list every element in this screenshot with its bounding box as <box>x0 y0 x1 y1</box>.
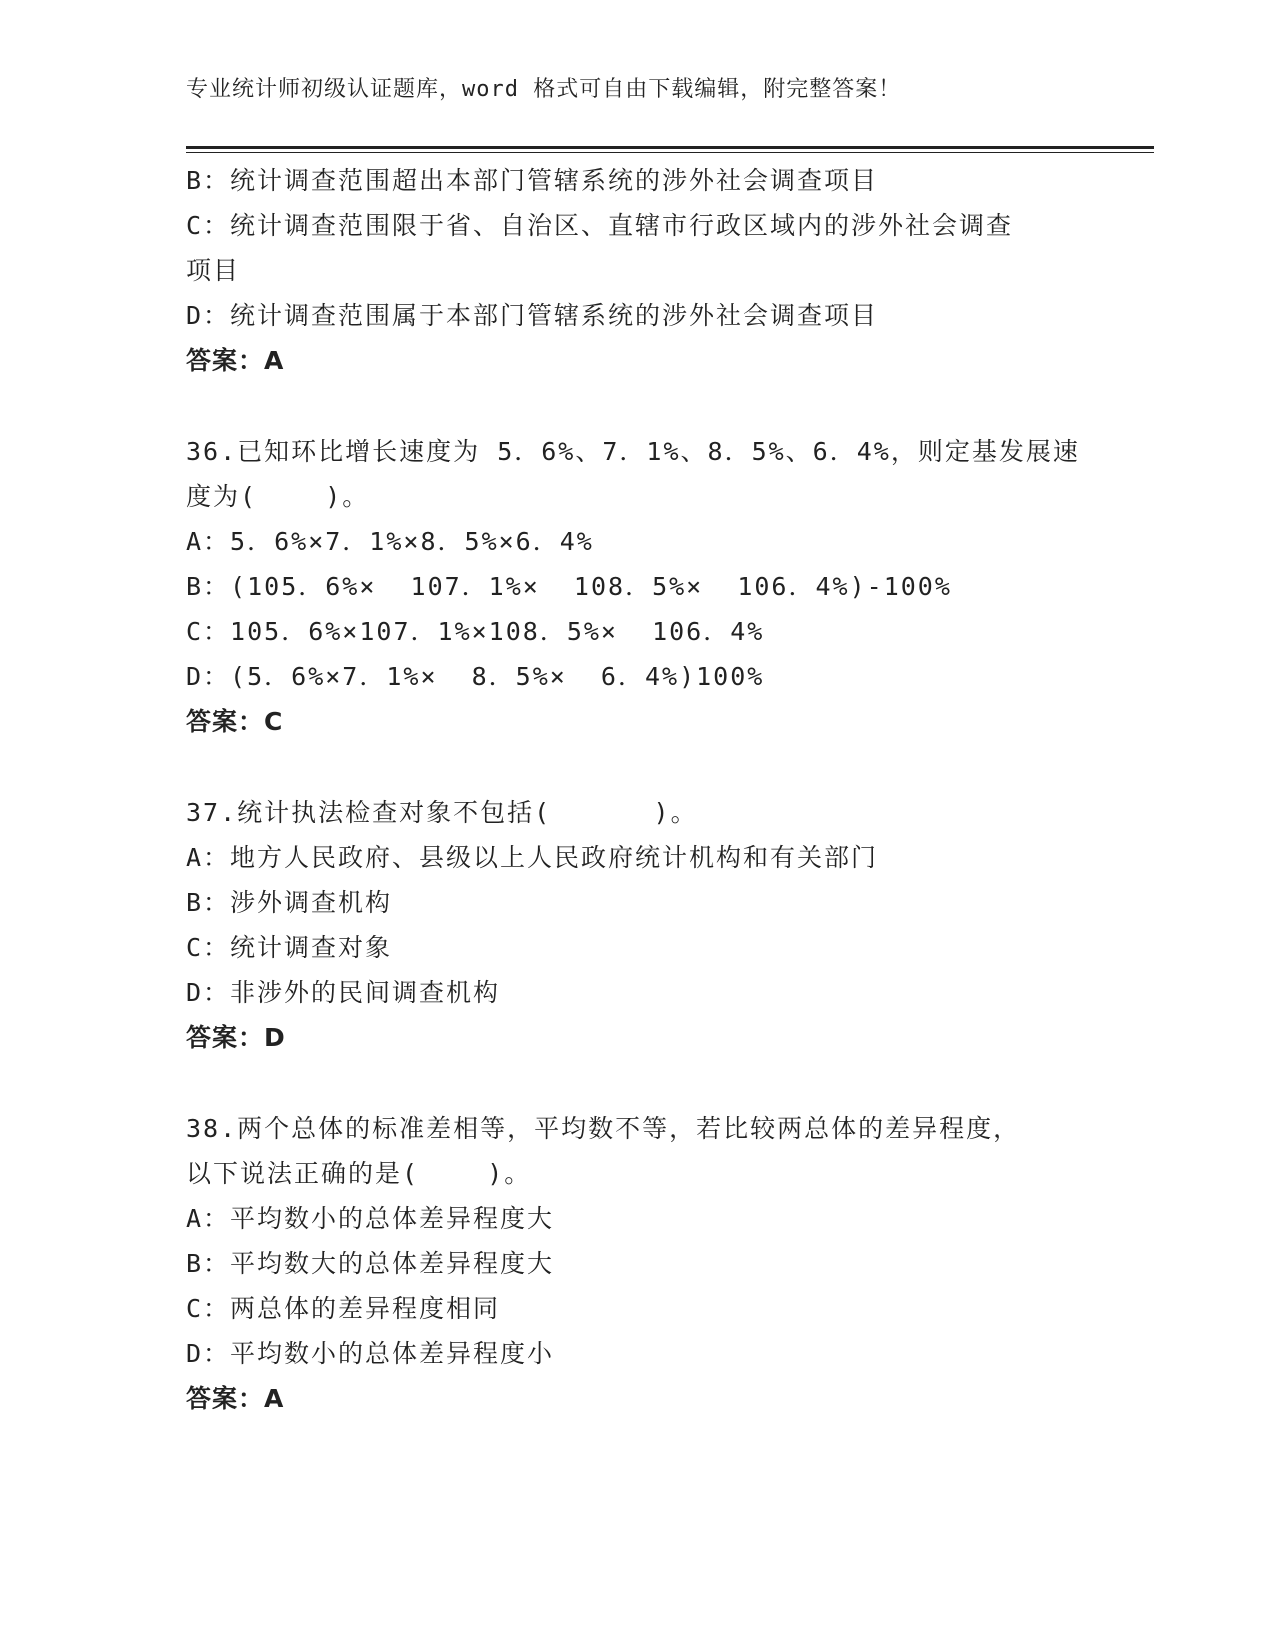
block-spacer <box>186 383 1086 429</box>
question-block-36 <box>186 429 1086 744</box>
header-rule-thick <box>186 146 1154 149</box>
block-spacer <box>186 1060 1086 1106</box>
option-c-line: C：统计调查对象 <box>186 933 393 962</box>
answer-line: 答案：D <box>186 1023 286 1052</box>
question-block-37 <box>186 790 1086 1060</box>
option-b-line: B：统计调查范围超出本部门管辖系统的涉外社会调查项目 <box>186 166 879 195</box>
option-a-line: A：5．6%×7．1%×8．5%×6．4% <box>186 527 594 556</box>
question-stem: 36.已知环比增长速度为 5．6%、7．1%、8．5%、6．4%，则定基发展速 <box>186 437 1080 466</box>
option-c-line: C：105．6%×107．1%×108．5%× 106．4% <box>186 617 765 646</box>
question-stem-continuation: 以下说法正确的是( )。 <box>186 1159 532 1188</box>
option-b-line: B：(105．6%× 107．1%× 108．5%× 106．4%)-100% <box>186 572 952 601</box>
question-stem-continuation: 度为( )。 <box>186 482 370 511</box>
answer-line: 答案：A <box>186 346 285 375</box>
option-d-line: D：平均数小的总体差异程度小 <box>186 1339 555 1368</box>
answer-line: 答案：A <box>186 1384 285 1413</box>
option-d-line: D：统计调查范围属于本部门管辖系统的涉外社会调查项目 <box>186 301 879 330</box>
question-stem: 37.统计执法检查对象不包括( )。 <box>186 798 698 827</box>
question-block-35 <box>186 158 1086 383</box>
option-a-line: A：平均数小的总体差异程度大 <box>186 1204 555 1233</box>
header-rule-thin <box>186 152 1154 153</box>
option-d-line: D：(5．6%×7．1%× 8．5%× 6．4%)100% <box>186 662 765 691</box>
answer-line: 答案：C <box>186 707 284 736</box>
page-header: 专业统计师初级认证题库，word 格式可自由下载编辑，附完整答案！ <box>186 77 902 102</box>
option-a-line: A：地方人民政府、县级以上人民政府统计机构和有关部门 <box>186 843 879 872</box>
option-c-line: C：两总体的差异程度相同 <box>186 1294 501 1323</box>
question-content <box>186 158 1086 1421</box>
option-c-continuation: 项目 <box>186 256 241 285</box>
block-spacer <box>186 744 1086 790</box>
option-b-line: B：涉外调查机构 <box>186 888 393 917</box>
option-d-line: D：非涉外的民间调查机构 <box>186 978 501 1007</box>
question-block-38 <box>186 1106 1086 1421</box>
option-b-line: B：平均数大的总体差异程度大 <box>186 1249 555 1278</box>
option-c-line: C：统计调查范围限于省、自治区、直辖市行政区域内的涉外社会调查 <box>186 211 1014 240</box>
question-stem: 38.两个总体的标准差相等，平均数不等，若比较两总体的差异程度， <box>186 1114 1021 1143</box>
